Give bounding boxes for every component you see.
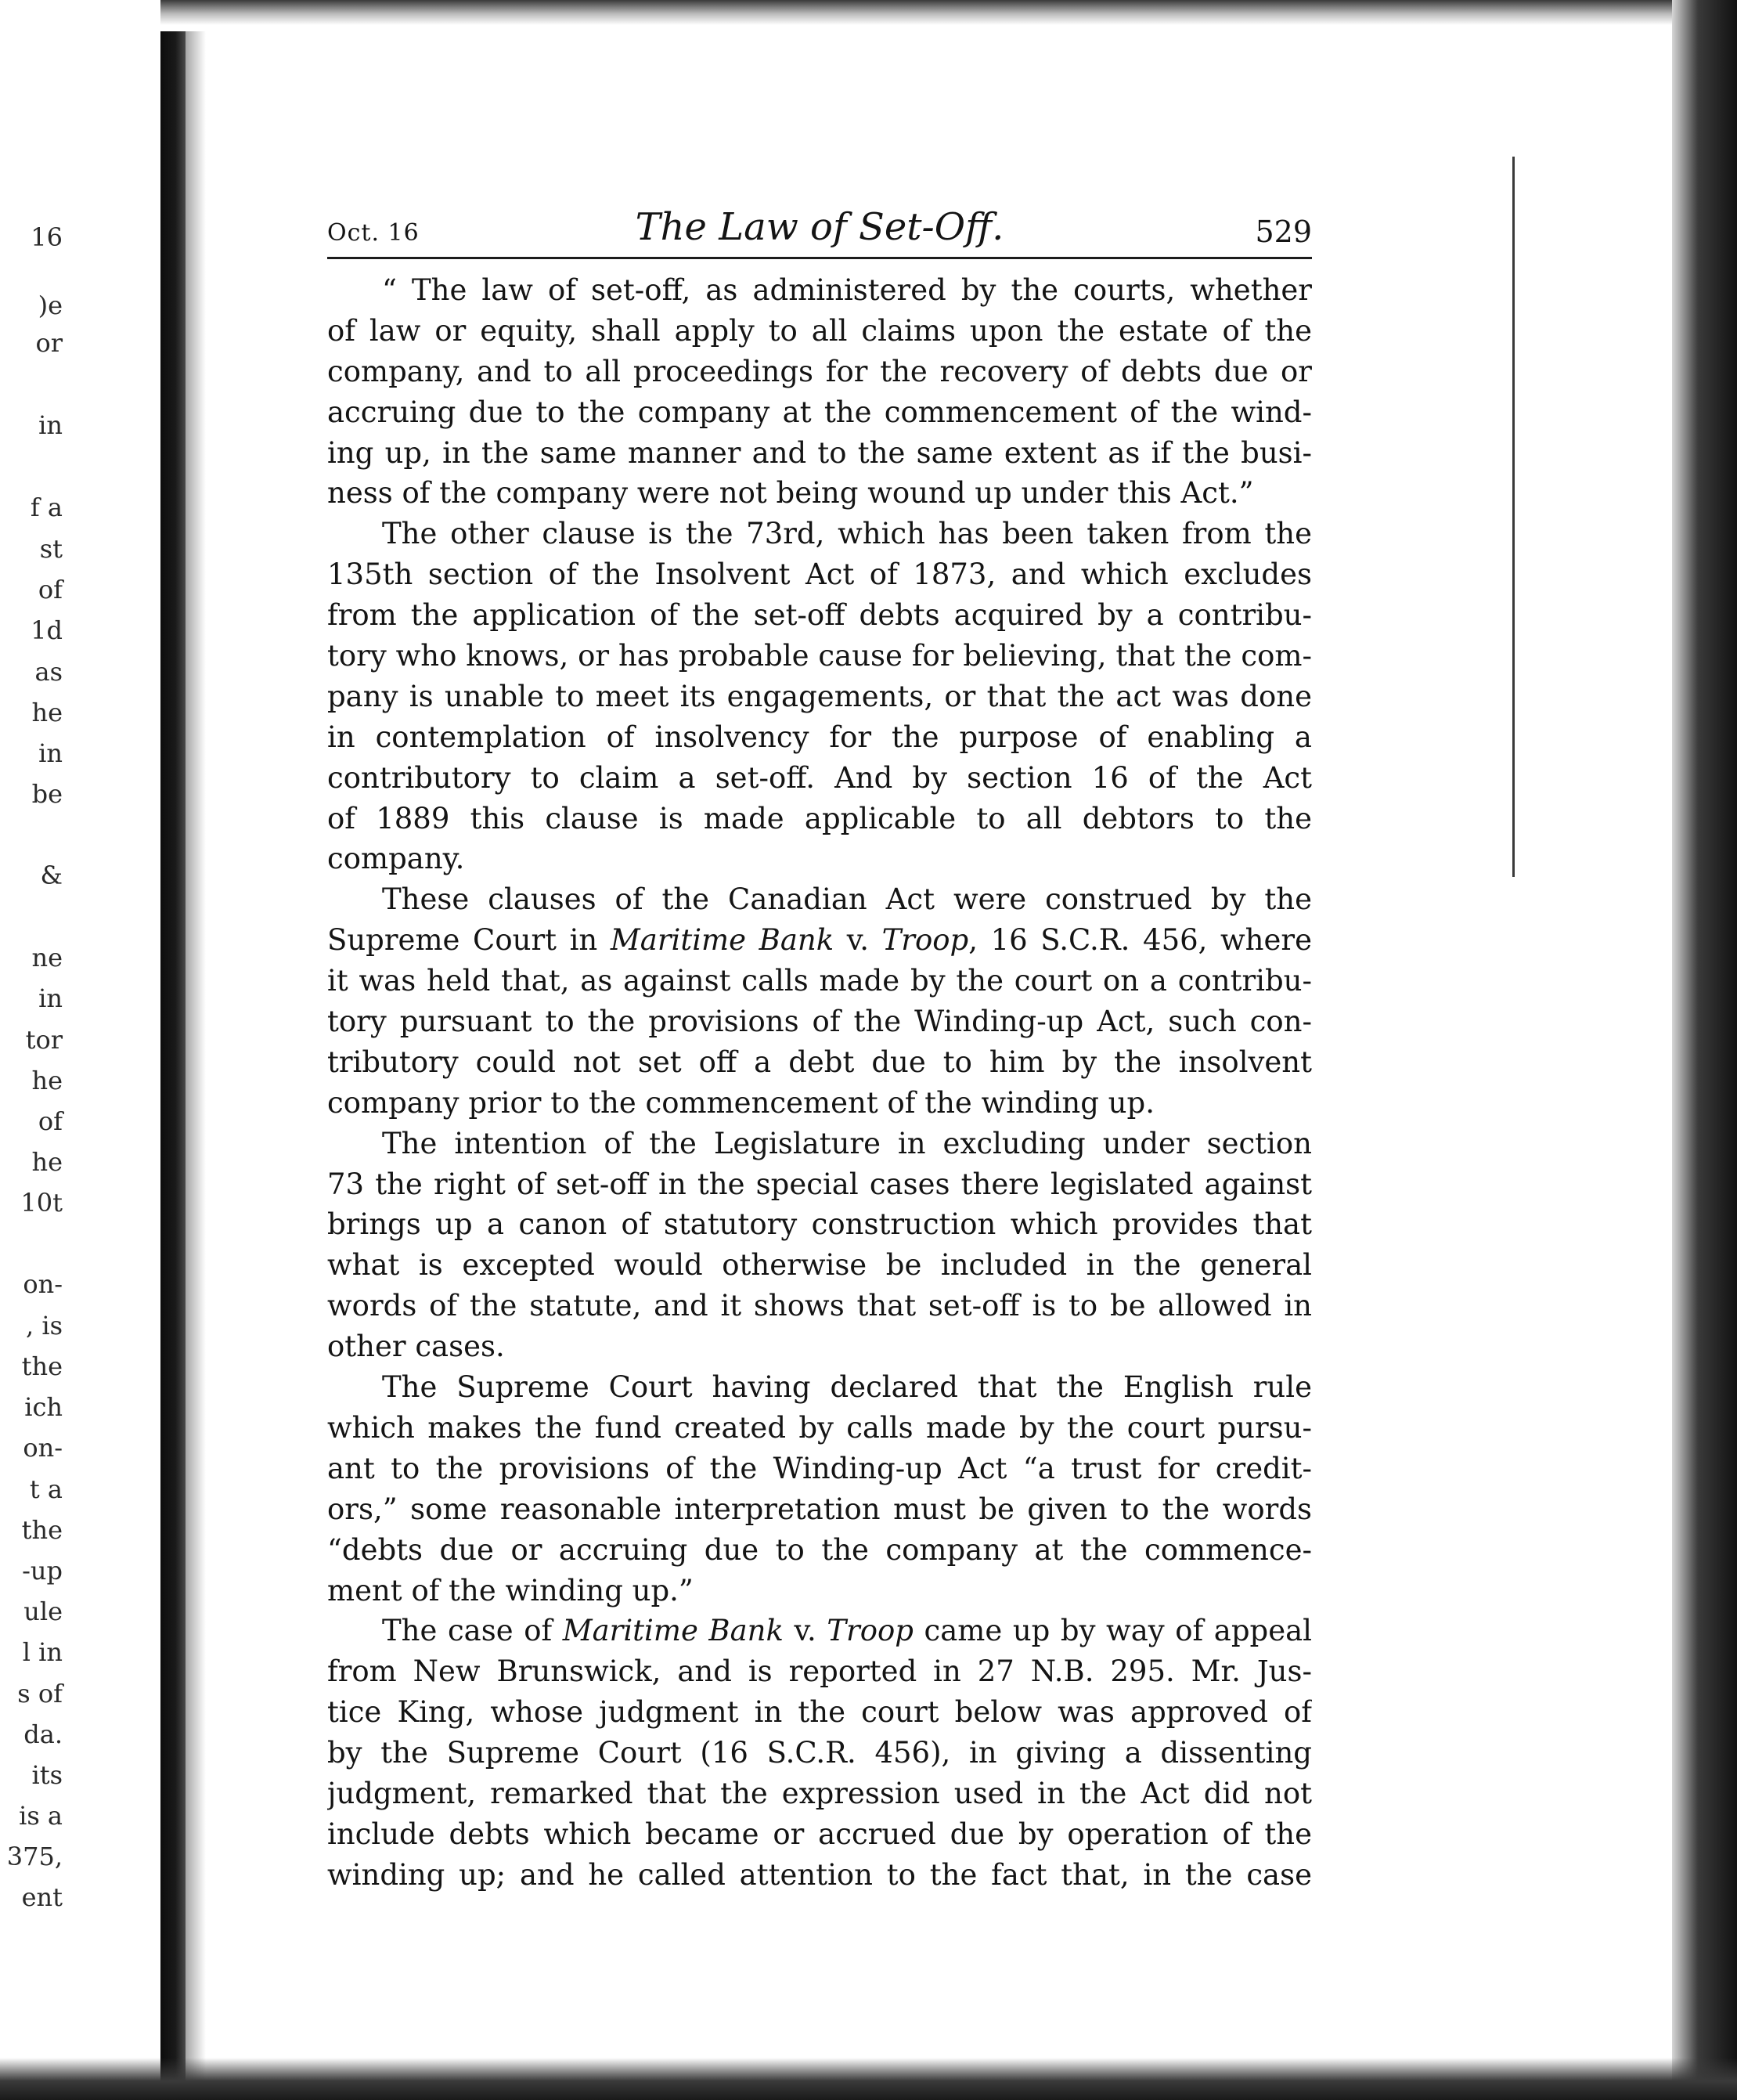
text-line: These clauses of the Canadian Act were construed by the (382, 882, 1312, 917)
text-line: tributory could not set off a debt due to him by the insolvent (327, 1045, 1312, 1079)
facing-page-fragment: in (38, 738, 63, 768)
text-line: in contemplation of insolvency for the purpose of enabling a (327, 720, 1312, 754)
text-line: The other clause is the 73rd, which has been taken from the (382, 517, 1312, 551)
text-line: it was held that, as against calls made by the court on a contribu- (327, 964, 1312, 998)
header-rule (327, 257, 1312, 259)
text-line: winding up; and he called attention to the fact that, in the case (327, 1857, 1312, 1892)
facing-page-fragment: ule (23, 1597, 63, 1626)
facing-page-fragment: of (38, 575, 63, 604)
facing-page-fragment: in (38, 983, 63, 1013)
facing-page-fragment: he (31, 1066, 63, 1095)
text-line: tory pursuant to the provisions of the Winding-up Act, such con- (327, 1005, 1312, 1039)
bottom-edge-shadow (0, 2058, 1737, 2100)
facing-page-fragment: )e (38, 290, 63, 320)
facing-page-fragment: l in (22, 1637, 63, 1667)
facing-page-fragment: the (21, 1515, 63, 1545)
text-line: words of the statute, and it shows that set-off is to be allowed in (327, 1289, 1312, 1323)
text-line: of law or equity, shall apply to all claims upon the estate of the (327, 313, 1312, 348)
text-line: The intention of the Legislature in excluding under section (382, 1126, 1312, 1160)
facing-page-fragment: & (40, 861, 63, 890)
text-line: contributory to claim a set-off. And by section 16 of the Act (327, 760, 1312, 795)
book-spine-shadow (160, 31, 186, 2083)
facing-page-fragment: t a (29, 1474, 63, 1504)
facing-page-fragment: as (34, 657, 63, 687)
facing-page-fragment: -up (22, 1556, 63, 1586)
text-line: other cases. (327, 1330, 505, 1364)
text-line: ant to the provisions of the Winding-up Act “a trust for credit- (327, 1451, 1312, 1485)
text-line: “ The law of set-off, as administered by the courts, whether (382, 273, 1312, 307)
top-edge-shadow (160, 0, 1737, 25)
facing-page-fragment: da. (23, 1719, 63, 1749)
facing-page-fragment: of (38, 1106, 63, 1136)
facing-page-fragment: 1d (31, 615, 63, 645)
facing-page-fragment: , is (26, 1311, 63, 1340)
facing-page-fragment: ich (24, 1392, 63, 1422)
header-date: Oct. 16 (327, 219, 420, 247)
text-line: brings up a canon of statutory construction which provides that (327, 1207, 1312, 1242)
facing-page-fragment: 375, (6, 1842, 63, 1871)
text-line: which makes the fund created by calls made by the court pursu- (327, 1410, 1312, 1445)
text-line: The case of Maritime Bank v. Troop came up by way of appeal (382, 1614, 1312, 1648)
text-line: The Supreme Court having declared that the English rule (382, 1370, 1312, 1405)
text-line: by the Supreme Court (16 S.C.R. 456), in giving a dissenting (327, 1736, 1312, 1770)
text-line: from the application of the set-off debts acquired by a contribu- (327, 598, 1312, 633)
text-line: of 1889 this clause is made applicable to all debtors to the (327, 801, 1312, 835)
text-line: Supreme Court in Maritime Bank v. Troop, 16 S.C.R. 456, where (327, 923, 1312, 958)
text-line: ing up, in the same manner and to the same extent as if the busi- (327, 435, 1312, 470)
text-line: pany is unable to meet its engagements, or that the act was done (327, 679, 1312, 713)
text-line: tice King, whose judgment in the court below was approved of (327, 1695, 1312, 1730)
text-line: 135th section of the Insolvent Act of 1873, and which excludes (327, 557, 1312, 592)
facing-page-fragment: 16 (31, 222, 63, 252)
gutter-shadow (186, 31, 206, 2083)
text-line: ment of the winding up.” (327, 1573, 694, 1607)
text-line: ness of the company were not being wound up under this Act.” (327, 476, 1254, 511)
facing-page-fragment: ent (21, 1882, 63, 1912)
facing-page-fragment: tor (25, 1025, 63, 1055)
text-line: 73 the right of set-off in the special cases there legislated against (327, 1167, 1312, 1201)
text-line: what is excepted would otherwise be included in the general (327, 1248, 1312, 1283)
text-line: company prior to the commencement of the winding up. (327, 1085, 1155, 1120)
facing-page-fragment: he (31, 698, 63, 727)
text-line: “debts due or accruing due to the company at the commence- (327, 1532, 1312, 1567)
text-line: ors,” some reasonable interpretation must be given to the words (327, 1492, 1312, 1526)
text-line: accruing due to the company at the commencement of the wind- (327, 395, 1312, 429)
facing-page-fragment: he (31, 1147, 63, 1177)
running-header (327, 205, 1312, 252)
facing-page-fragment: 10t (20, 1188, 63, 1218)
page-body (327, 270, 1312, 1896)
facing-page-fragment: ne (31, 943, 63, 972)
facing-page-fragment: be (31, 779, 63, 809)
text-line: company, and to all proceedings for the recovery of debts due or (327, 354, 1312, 388)
page-number: 529 (1255, 215, 1312, 249)
right-edge-shadow (1672, 0, 1737, 2100)
text-line: company. (327, 842, 465, 876)
facing-page-fragment: or (35, 328, 63, 358)
text-line: include debts which became or accrued due by operation of the (327, 1817, 1312, 1851)
facing-page-fragment: st (39, 534, 63, 564)
header-title: The Law of Set-Off. (635, 205, 1004, 249)
facing-page-fragment: f a (30, 493, 63, 522)
facing-page-fragment: the (21, 1351, 63, 1381)
facing-page-fragment: its (31, 1760, 63, 1790)
right-margin-mark (1512, 157, 1515, 877)
facing-page-fragment: in (38, 410, 63, 440)
facing-page-fragment: s of (17, 1679, 63, 1709)
text-line: judgment, remarked that the expression used in the Act did not (327, 1776, 1312, 1810)
facing-page-fragment: on- (23, 1433, 63, 1463)
facing-page-fragment: on- (23, 1269, 63, 1299)
text-line: tory who knows, or has probable cause for believing, that the com- (327, 639, 1312, 673)
text-line: from New Brunswick, and is reported in 27 N.B. 295. Mr. Jus- (327, 1654, 1312, 1689)
facing-page-text-fragments (0, 0, 160, 2100)
facing-page-fragment: is a (19, 1801, 63, 1831)
